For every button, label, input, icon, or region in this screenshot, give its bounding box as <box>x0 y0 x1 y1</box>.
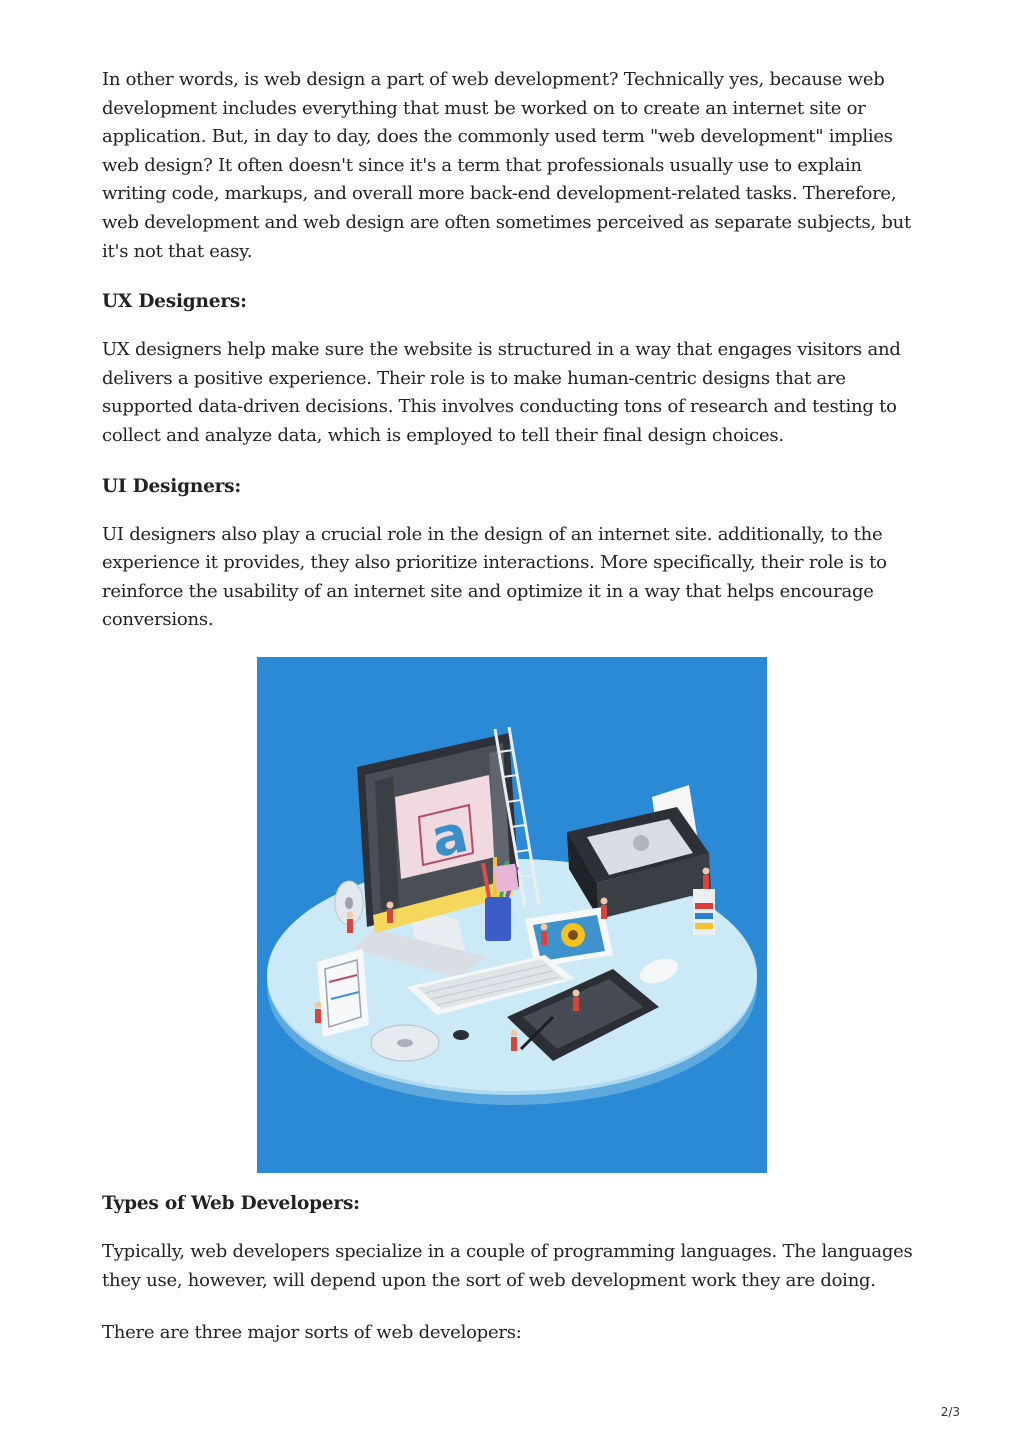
ui-designers-heading: UI Designers: <box>102 475 242 497</box>
document-page-lower <box>102 1190 922 1348</box>
canvas-letter: a <box>426 804 474 871</box>
ui-designers-paragraph: UI designers also play a crucial role in the design of an internet site. additionally, to the experience it provides, they also prioritize interactions. More specifically, their role is to reinforce the usability of an internet site and optimize it in a way that helps encourage conversions. <box>102 523 887 631</box>
types-paragraph: Typically, web developers specialize in a couple of programming languages. The languages they use, however, will depend upon the sort of web development work they are doing. <box>102 1241 913 1291</box>
web-design-workspace-illustration <box>257 657 767 1173</box>
three-sorts-paragraph: There are three major sorts of web developers: <box>102 1322 522 1344</box>
page-number: 2/3 <box>940 1405 960 1419</box>
cd-icon <box>371 1025 439 1061</box>
sketch-board-icon <box>317 949 369 1037</box>
ux-designers-paragraph: UX designers help make sure the website is structured in a way that engages visitors and delivers a positive experience. Their role is to make human-centric designs that are supported data-driven decisions. This involves conducting tons of research and testing to collect and analyze data, which is employed to tell their final design choices. <box>102 339 901 446</box>
types-of-web-developers-heading: Types of Web Developers: <box>102 1193 360 1214</box>
ux-designers-heading: UX Designers: <box>102 291 247 313</box>
document-page <box>102 66 922 635</box>
intro-paragraph: In other words, is web design a part of web development? Technically yes, because web development includes everything that must be worked on to create an internet site or application. But, in day to day, does the commonly used term "web development" implies web design? It often doesn't since it's a term that professionals usually use to explain writing code, markups, and overall more back-end development-related tasks. Therefore, web development and web design are often sometimes perceived as separate subjects, but it's not that easy. <box>102 69 911 262</box>
